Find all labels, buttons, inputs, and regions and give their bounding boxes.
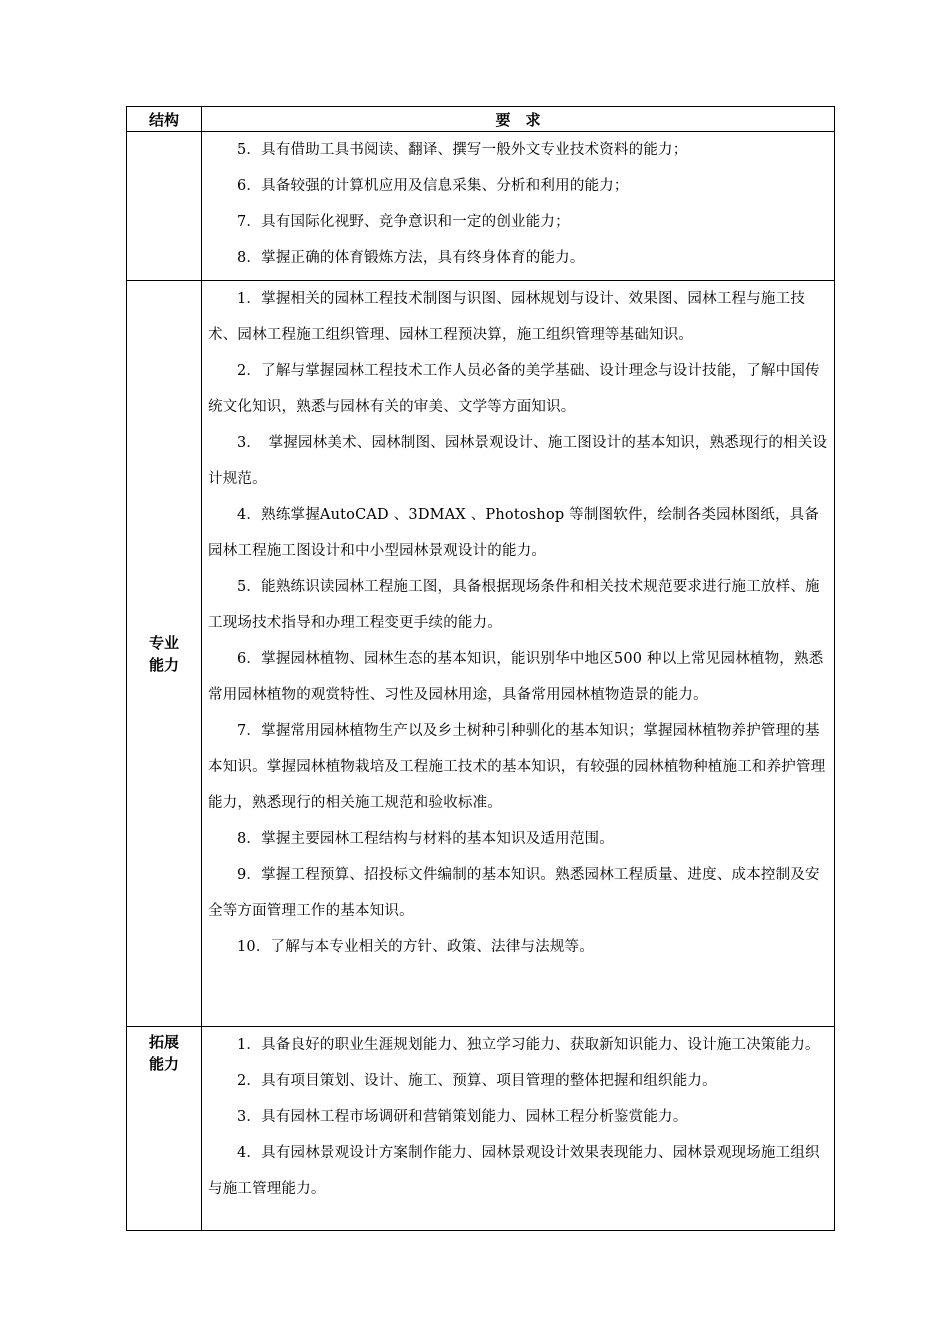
header-requirement: 要 求 bbox=[202, 107, 835, 132]
table-row bbox=[127, 1027, 835, 1231]
row-label-text: 专业能力 bbox=[149, 633, 180, 674]
list-item: 6．具备较强的计算机应用及信息采集、分析和利用的能力； bbox=[237, 178, 629, 194]
list-item: 4．熟练掌握AutoCAD 、3DMAX 、Photoshop 等制图软件，绘制各类园林图纸，具备园林工程施工图设计和中小型园林景观设计的能力。 bbox=[208, 507, 820, 559]
list-item: 4．具有园林景观设计方案制作能力、园林景观设计效果表现能力、园林景观现场施工组织与施工管理能力。 bbox=[208, 1145, 820, 1197]
list-item: 9．掌握工程预算、招投标文件编制的基本知识。熟悉园林工程质量、进度、成本控制及安全等方面管理工作的基本知识。 bbox=[208, 867, 820, 919]
requirements-table bbox=[126, 106, 835, 1231]
list-item: 2．具有项目策划、设计、施工、预算、项目管理的整体把握和组织能力。 bbox=[237, 1073, 717, 1089]
row-content bbox=[202, 281, 835, 1027]
list-item: 6．掌握园林植物、园林生态的基本知识，能识别华中地区500 种以上常见园林植物，熟悉常用园林植物的观赏特性、习性及园林用途，具备常用园林植物造景的能力。 bbox=[208, 651, 824, 703]
row-content bbox=[202, 1027, 835, 1231]
list-item: 3．具有园林工程市场调研和营销策划能力、园林工程分析鉴赏能力。 bbox=[237, 1109, 688, 1125]
header-structure: 结构 bbox=[127, 107, 202, 132]
list-item: 8．掌握正确的体育锻炼方法，具有终身体育的能力。 bbox=[237, 250, 585, 266]
list-item: 1．具备良好的职业生涯规划能力、独立学习能力、获取新知识能力、设计施工决策能力。 bbox=[237, 1037, 820, 1053]
row-label-professional bbox=[127, 281, 202, 1027]
table-row bbox=[127, 281, 835, 1027]
list-item: 7．具有国际化视野、竞争意识和一定的创业能力； bbox=[237, 214, 570, 230]
table-row bbox=[127, 132, 835, 281]
row-label bbox=[127, 132, 202, 281]
row-label-text: 拓展能力 bbox=[149, 1033, 180, 1073]
row-content bbox=[202, 132, 835, 281]
list-item: 7．掌握常用园林植物生产以及乡土树种引种驯化的基本知识；掌握园林植物养护管理的基本知识。掌握园林植物栽培及工程施工技术的基本知识，有较强的园林植物种植施工和养护管理能力，熟悉现行的相关施工规范和验收标准。 bbox=[208, 723, 826, 811]
list-item: 3． 掌握园林美术、园林制图、园林景观设计、施工图设计的基本知识，熟悉现行的相关设计规范。 bbox=[208, 435, 828, 487]
list-item: 2．了解与掌握园林工程技术工作人员必备的美学基础、设计理念与设计技能，了解中国传统文化知识，熟悉与园林有关的审美、文学等方面知识。 bbox=[208, 363, 820, 415]
list-item: 1．掌握相关的园林工程技术制图与识图、园林规划与设计、效果图、园林工程与施工技术、园林工程施工组织管理、园林工程预决算，施工组织管理等基础知识。 bbox=[208, 291, 806, 343]
row-label-extended bbox=[127, 1027, 202, 1231]
list-item: 8．掌握主要园林工程结构与材料的基本知识及适用范围。 bbox=[237, 831, 614, 847]
table-header-row bbox=[127, 107, 835, 132]
list-item: 5．具有借助工具书阅读、翻译、撰写一般外文专业技术资料的能力； bbox=[237, 142, 688, 158]
list-item: 5．能熟练识读园林工程施工图，具备根据现场条件和相关技术规范要求进行施工放样、施工现场技术指导和办理工程变更手续的能力。 bbox=[208, 579, 820, 631]
list-item: 10．了解与本专业相关的方针、政策、法律与法规等。 bbox=[237, 939, 594, 955]
